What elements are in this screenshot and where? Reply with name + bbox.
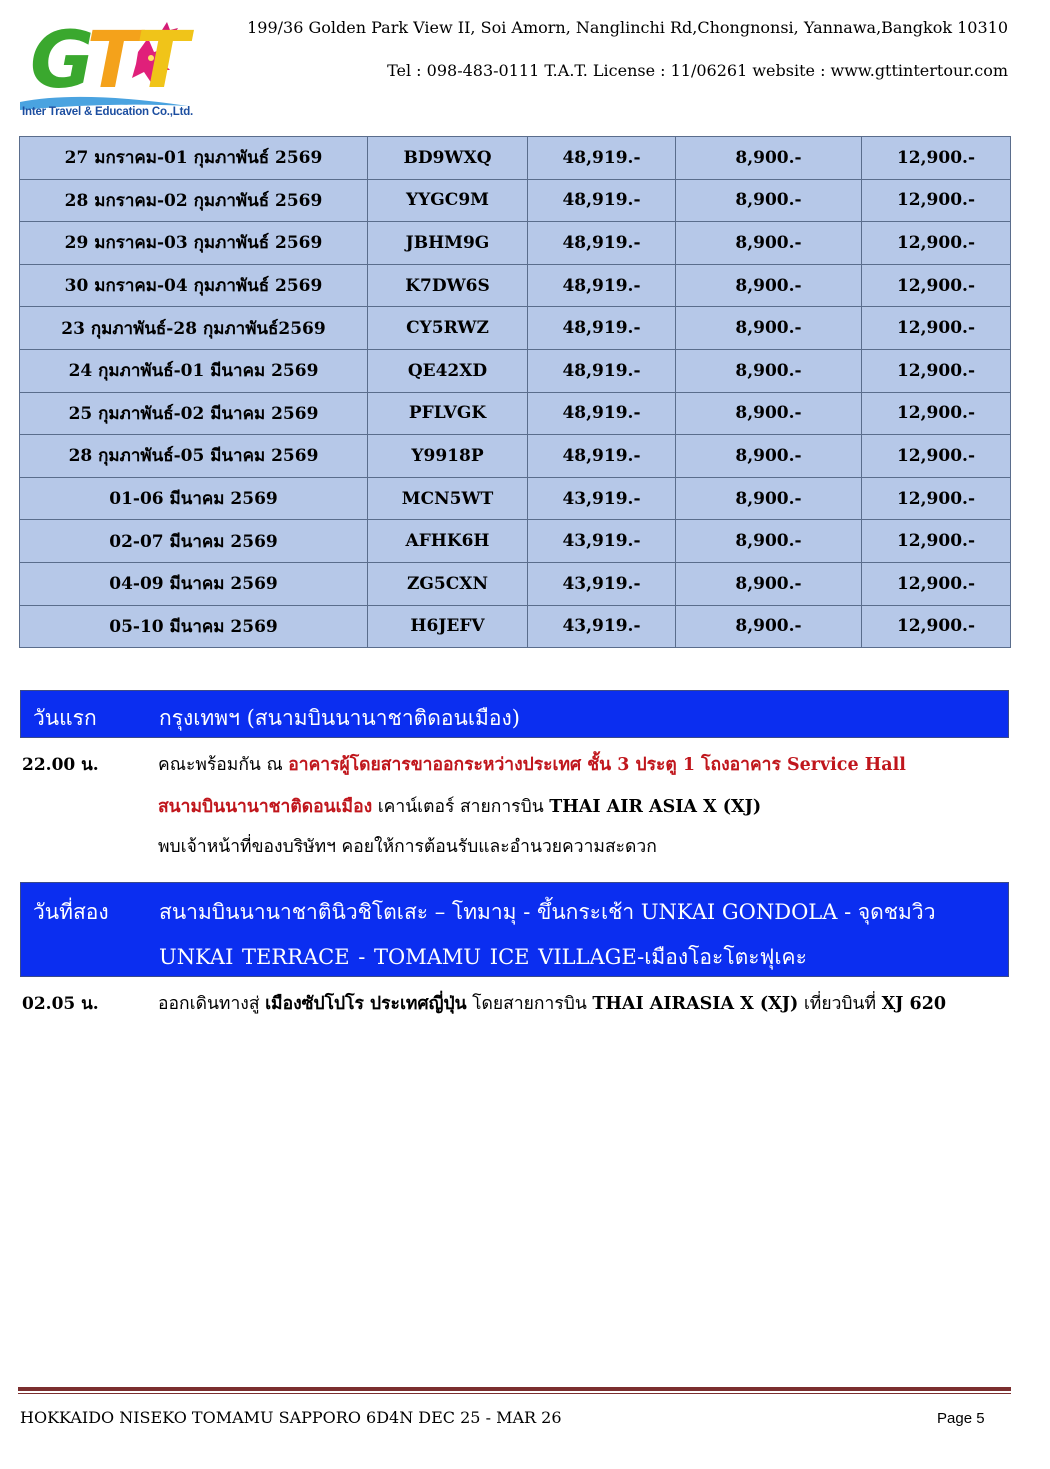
child-price-cell: 8,900.-: [676, 222, 862, 265]
child-price-cell: 8,900.-: [676, 435, 862, 478]
day1-line1: [158, 750, 906, 778]
adult-price-cell: 48,919.-: [528, 264, 676, 307]
day2-text-a: ออกเดินทางสู่: [158, 994, 266, 1014]
travel-dates-cell: 01-06 มีนาคม 2569: [20, 477, 368, 520]
adult-price-cell: 48,919.-: [528, 137, 676, 180]
day1-line3: พบเจ้าหน้าที่ของบริษัทฯ คอยให้การต้อนรับและอำนวยความสะดวก: [158, 837, 657, 857]
single-supplement-cell: 12,900.-: [862, 137, 1011, 180]
travel-dates-cell: 29 มกราคม-03 กุมภาพันธ์ 2569: [20, 222, 368, 265]
day2-title-line2: UNKAI TERRACE - TOMAMU ICE VILLAGE-เมืองโอะโตะฟุเคะ: [159, 945, 807, 969]
footer-rule-thick: [18, 1387, 1011, 1391]
travel-dates-cell: 28 กุมภาพันธ์-05 มีนาคม 2569: [20, 435, 368, 478]
adult-price-cell: 43,919.-: [528, 562, 676, 605]
adult-price-cell: 43,919.-: [528, 477, 676, 520]
child-price-cell: 8,900.-: [676, 349, 862, 392]
day1-title: กรุงเทพฯ (สนามบินนานาชาติดอนเมือง): [159, 706, 520, 730]
single-supplement-cell: 12,900.-: [862, 477, 1011, 520]
day2-destination: เมืองซัปโปโร ประเทศญี่ปุ่น: [265, 994, 467, 1014]
tour-code-cell: AFHK6H: [368, 520, 528, 563]
table-row: [20, 477, 1011, 520]
single-supplement-cell: 12,900.-: [862, 179, 1011, 222]
day1-airline: THAI AIR ASIA X (XJ): [549, 797, 762, 817]
travel-dates-cell: 04-09 มีนาคม 2569: [20, 562, 368, 605]
travel-dates-cell: 05-10 มีนาคม 2569: [20, 605, 368, 648]
day1-meeting-point: อาคารผู้โดยสารขาออกระหว่างประเทศ ชั้น 3 ประตู 1 โถงอาคาร Service Hall: [288, 755, 906, 775]
day1-airport: สนามบินนานาชาติดอนเมือง: [158, 797, 373, 817]
adult-price-cell: 48,919.-: [528, 392, 676, 435]
tour-code-cell: Y9918P: [368, 435, 528, 478]
table-row: [20, 520, 1011, 563]
travel-dates-cell: 24 กุมภาพันธ์-01 มีนาคม 2569: [20, 349, 368, 392]
footer-title: HOKKAIDO NISEKO TOMAMU SAPPORO 6D4N DEC 25 - MAR 26: [20, 1408, 562, 1427]
adult-price-cell: 48,919.-: [528, 349, 676, 392]
tour-code-cell: K7DW6S: [368, 264, 528, 307]
tour-code-cell: PFLVGK: [368, 392, 528, 435]
day2-header: [20, 882, 1009, 977]
single-supplement-cell: 12,900.-: [862, 435, 1011, 478]
travel-dates-cell: 25 กุมภาพันธ์-02 มีนาคม 2569: [20, 392, 368, 435]
adult-price-cell: 48,919.-: [528, 435, 676, 478]
company-address: 199/36 Golden Park View II, Soi Amorn, Nanglinchi Rd,Chongnonsi, Yannawa,Bangkok 10310: [247, 18, 1008, 37]
travel-dates-cell: 02-07 มีนาคม 2569: [20, 520, 368, 563]
single-supplement-cell: 12,900.-: [862, 349, 1011, 392]
table-row: [20, 307, 1011, 350]
day1-header: [20, 690, 1009, 738]
child-price-cell: 8,900.-: [676, 179, 862, 222]
price-table-body: [20, 137, 1011, 648]
logo-subtitle: Inter Travel & Education Co.,Ltd.: [22, 106, 194, 118]
day2-text-c: โดยสายการบิน: [466, 994, 593, 1014]
single-supplement-cell: 12,900.-: [862, 520, 1011, 563]
price-table: [19, 136, 1011, 648]
tour-code-cell: MCN5WT: [368, 477, 528, 520]
table-row: [20, 137, 1011, 180]
adult-price-cell: 48,919.-: [528, 179, 676, 222]
day2-title-line1: สนามบินนานาชาตินิวชิโตเสะ – โทมามุ - ขึ้นกระเช้า UNKAI GONDOLA - จุดชมวิว: [159, 900, 936, 924]
table-row: [20, 605, 1011, 648]
tour-code-cell: JBHM9G: [368, 222, 528, 265]
table-row: [20, 179, 1011, 222]
tour-code-cell: ZG5CXN: [368, 562, 528, 605]
table-row: [20, 222, 1011, 265]
child-price-cell: 8,900.-: [676, 392, 862, 435]
table-row: [20, 562, 1011, 605]
tour-code-cell: YYGC9M: [368, 179, 528, 222]
adult-price-cell: 48,919.-: [528, 307, 676, 350]
travel-dates-cell: 27 มกราคม-01 กุมภาพันธ์ 2569: [20, 137, 368, 180]
company-contact: Tel : 098-483-0111 T.A.T. License : 11/06261 website : www.gttintertour.com: [387, 61, 1008, 80]
tour-code-cell: CY5RWZ: [368, 307, 528, 350]
child-price-cell: 8,900.-: [676, 264, 862, 307]
logo-letters: GTT: [30, 16, 183, 106]
page-number: Page 5: [937, 1410, 985, 1427]
child-price-cell: 8,900.-: [676, 605, 862, 648]
table-row: [20, 435, 1011, 478]
day1-line1-text: คณะพร้อมกัน ณ: [158, 755, 289, 775]
table-row: [20, 392, 1011, 435]
table-row: [20, 349, 1011, 392]
child-price-cell: 8,900.-: [676, 477, 862, 520]
footer-rule-thin: [18, 1393, 1011, 1394]
travel-dates-cell: 30 มกราคม-04 กุมภาพันธ์ 2569: [20, 264, 368, 307]
day1-line2-text: เคาน์เตอร์ สายการบิน: [372, 797, 550, 817]
single-supplement-cell: 12,900.-: [862, 264, 1011, 307]
single-supplement-cell: 12,900.-: [862, 605, 1011, 648]
adult-price-cell: 43,919.-: [528, 520, 676, 563]
adult-price-cell: 43,919.-: [528, 605, 676, 648]
child-price-cell: 8,900.-: [676, 307, 862, 350]
day1-line2: [158, 792, 761, 820]
day2-label: วันที่สอง: [33, 900, 109, 924]
day2-time: 02.05 น.: [22, 994, 99, 1014]
table-row: [20, 264, 1011, 307]
travel-dates-cell: 23 กุมภาพันธ์-28 กุมภาพันธ์2569: [20, 307, 368, 350]
child-price-cell: 8,900.-: [676, 137, 862, 180]
day1-label: วันแรก: [33, 706, 97, 730]
tour-code-cell: H6JEFV: [368, 605, 528, 648]
child-price-cell: 8,900.-: [676, 562, 862, 605]
day2-airline: THAI AIRASIA X (XJ): [592, 994, 799, 1014]
day2-text-e: เที่ยวบินที่: [798, 994, 882, 1014]
day2-line1: [158, 989, 946, 1017]
day2-flight-number: XJ 620: [881, 994, 947, 1014]
tour-code-cell: BD9WXQ: [368, 137, 528, 180]
child-price-cell: 8,900.-: [676, 520, 862, 563]
company-logo: [20, 18, 195, 128]
single-supplement-cell: 12,900.-: [862, 222, 1011, 265]
single-supplement-cell: 12,900.-: [862, 562, 1011, 605]
single-supplement-cell: 12,900.-: [862, 307, 1011, 350]
travel-dates-cell: 28 มกราคม-02 กุมภาพันธ์ 2569: [20, 179, 368, 222]
single-supplement-cell: 12,900.-: [862, 392, 1011, 435]
adult-price-cell: 48,919.-: [528, 222, 676, 265]
tour-code-cell: QE42XD: [368, 349, 528, 392]
day1-time: 22.00 น.: [22, 755, 99, 775]
